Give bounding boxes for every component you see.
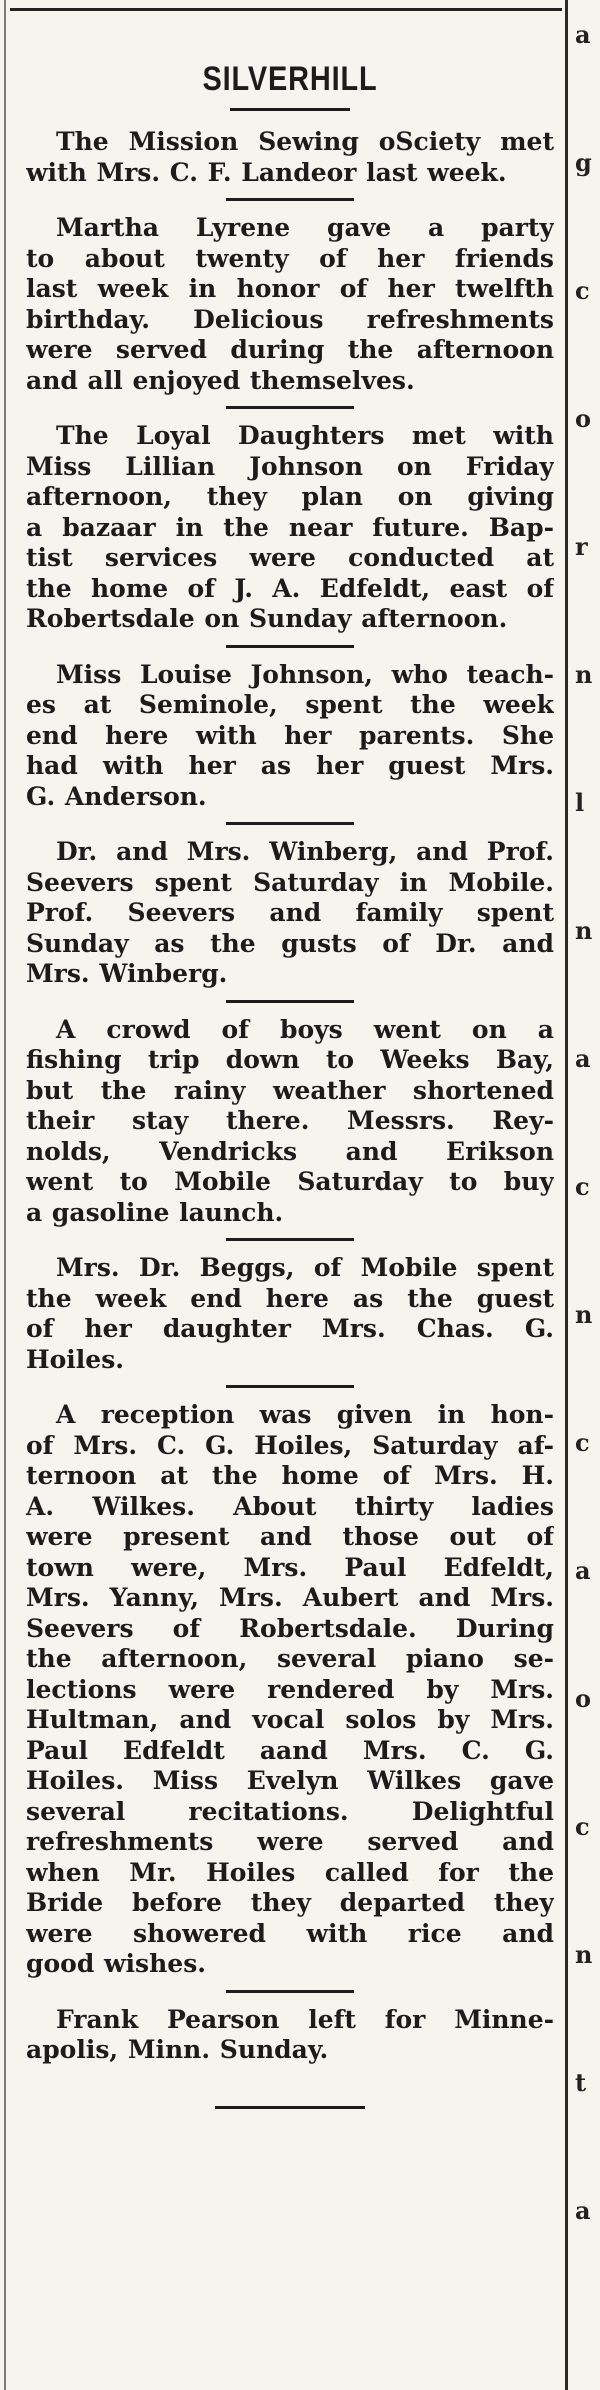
news-item-line: a gasoline launch. (26, 1197, 284, 1227)
adjacent-column-fragment: l (575, 788, 585, 817)
news-item-line: when Mr. Hoiles called for the (26, 1857, 554, 1887)
adjacent-column-fragment: r (575, 532, 588, 561)
news-item-line: their stay there. Messrs. Rey- (26, 1106, 554, 1135)
end-divider (215, 2106, 365, 2109)
news-item-line: end here with her parents. She (26, 720, 554, 750)
news-item-line: Prof. Seevers and family spent (26, 898, 554, 927)
news-item (26, 1400, 554, 1980)
adjacent-column-fragment: a (575, 1044, 591, 1073)
news-item-line: Hoiles. Miss Evelyn Wilkes gave (26, 1766, 554, 1795)
news-item-line: the home of J. A. Edfeldt, east of (26, 573, 554, 603)
adjacent-column-fragment: n (575, 660, 593, 689)
news-item-line: refreshments were served and (26, 1827, 554, 1856)
adjacent-column-fragment: c (575, 276, 590, 305)
item-divider (226, 1990, 354, 1993)
news-item-line: apolis, Minn. Sunday. (26, 2035, 329, 2064)
news-item-line: ternoon at the home of Mrs. H. (26, 1461, 554, 1490)
top-rule (10, 8, 562, 11)
news-item-line: were showered with rice and (26, 1918, 554, 1948)
news-item (26, 421, 554, 635)
articles-container (26, 127, 554, 2109)
news-item (26, 1015, 554, 1229)
news-column (26, 58, 554, 2121)
news-item (26, 127, 554, 188)
news-item-line: Miss Louise Johnson, who teach- (56, 659, 554, 689)
news-item-line: Frank Pearson left for Minne- (56, 2004, 554, 2034)
news-item-line: tist services were conducted at (26, 543, 554, 572)
news-item-line: good wishes. (26, 1949, 206, 1978)
news-item-line: Miss Lillian Johnson on Friday (26, 451, 554, 481)
news-item-line: went to Mobile Saturday to buy (26, 1167, 554, 1196)
adjacent-column-fragment: a (575, 20, 591, 49)
item-divider (226, 406, 354, 409)
news-item-line: Mrs. Yanny, Mrs. Aubert and Mrs. (26, 1583, 554, 1612)
item-divider (226, 198, 354, 201)
news-item-line: A crowd of boys went on a (56, 1014, 554, 1044)
news-item-line: had with her as her guest Mrs. (26, 751, 554, 780)
news-item-line: of her daughter Mrs. Chas. G. (26, 1314, 554, 1343)
news-item-line: were served during the afternoon (26, 335, 554, 364)
adjacent-column-fragment: n (575, 1300, 593, 1329)
news-item-line: a bazaar in the near future. Bap- (26, 512, 554, 542)
adjacent-column-edge (575, 0, 600, 2390)
news-item-line: A reception was given in hon- (56, 1400, 554, 1429)
adjacent-column-fragment: c (575, 1172, 590, 1201)
adjacent-column-fragment: g (575, 148, 592, 177)
news-item-line: town were, Mrs. Paul Edfeldt, (26, 1552, 554, 1582)
adjacent-column-fragment: o (575, 1684, 592, 1713)
news-item-line: were present and those out of (26, 1522, 554, 1551)
news-item-line: The Mission Sewing oSciety met (56, 127, 554, 156)
news-item-line: Seevers spent Saturday in Mobile. (26, 867, 554, 897)
news-item (26, 660, 554, 813)
headline-divider (230, 108, 350, 111)
news-item-line: of Mrs. C. G. Hoiles, Saturday af- (26, 1430, 554, 1460)
news-item-line: G. Anderson. (26, 781, 207, 811)
news-item-line: several recitations. Delightful (26, 1796, 554, 1826)
adjacent-column-fragment: n (575, 1940, 593, 1969)
news-item-line: Sunday as the gusts of Dr. and (26, 928, 554, 958)
news-item (26, 837, 554, 990)
adjacent-column-fragment: c (575, 1428, 590, 1457)
column-separator-rule (565, 0, 568, 2390)
adjacent-column-fragment: a (575, 1556, 591, 1585)
news-item-line: but the rainy weather shortened (26, 1075, 554, 1105)
news-item-line: Dr. and Mrs. Winberg, and Prof. (56, 837, 554, 866)
adjacent-column-fragment: o (575, 404, 592, 433)
news-item-line: Mrs. Winberg. (26, 959, 228, 988)
news-item-line: Hultman, and vocal solos by Mrs. (26, 1705, 554, 1734)
news-item-line: fishing trip down to Weeks Bay, (26, 1045, 554, 1074)
adjacent-column-fragment: n (575, 916, 593, 945)
news-item-line: birthday. Delicious refreshments (26, 304, 554, 334)
adjacent-column-fragment: c (575, 1812, 590, 1841)
news-item-line: the week end here as the guest (26, 1283, 554, 1313)
column-headline: SILVERHILL (202, 60, 378, 98)
news-item (26, 1253, 554, 1375)
news-item-line: afternoon, they plan on giving (26, 482, 554, 511)
item-divider (226, 1385, 354, 1388)
item-divider (226, 822, 354, 825)
news-item (26, 213, 554, 396)
news-item-line: Robertsdale on Sunday afternoon. (26, 604, 508, 633)
news-item-line: Seevers of Robertsdale. During (26, 1613, 554, 1643)
news-item-line: The Loyal Daughters met with (56, 421, 554, 450)
item-divider (226, 1000, 354, 1003)
news-item-line: Mrs. Dr. Beggs, of Mobile spent (56, 1253, 554, 1282)
left-column-rule (4, 0, 6, 2390)
item-divider (226, 1238, 354, 1241)
adjacent-column-fragment: t (575, 2068, 587, 2097)
news-item-line: es at Seminole, spent the week (26, 690, 554, 719)
news-item-line: the afternoon, several piano se- (26, 1644, 554, 1673)
news-item-line: and all enjoyed themselves. (26, 365, 415, 395)
news-item-line: to about twenty of her friends (26, 243, 554, 273)
news-item (26, 2005, 554, 2066)
news-item-line: A. Wilkes. About thirty ladies (26, 1491, 554, 1521)
news-item-line: Hoiles. (26, 1344, 124, 1374)
adjacent-column-fragment: a (575, 2196, 591, 2225)
news-item-line: last week in honor of her twelfth (26, 274, 554, 303)
news-item-line: Martha Lyrene gave a party (56, 213, 554, 242)
news-item-line: Bride before they departed they (26, 1888, 554, 1917)
news-item-line: Paul Edfeldt aand Mrs. C. G. (26, 1735, 554, 1765)
news-item-line: with Mrs. C. F. Landeor last week. (26, 157, 507, 187)
news-item-line: lections were rendered by Mrs. (26, 1674, 554, 1704)
item-divider (226, 645, 354, 648)
news-item-line: nolds, Vendricks and Erikson (26, 1136, 554, 1166)
